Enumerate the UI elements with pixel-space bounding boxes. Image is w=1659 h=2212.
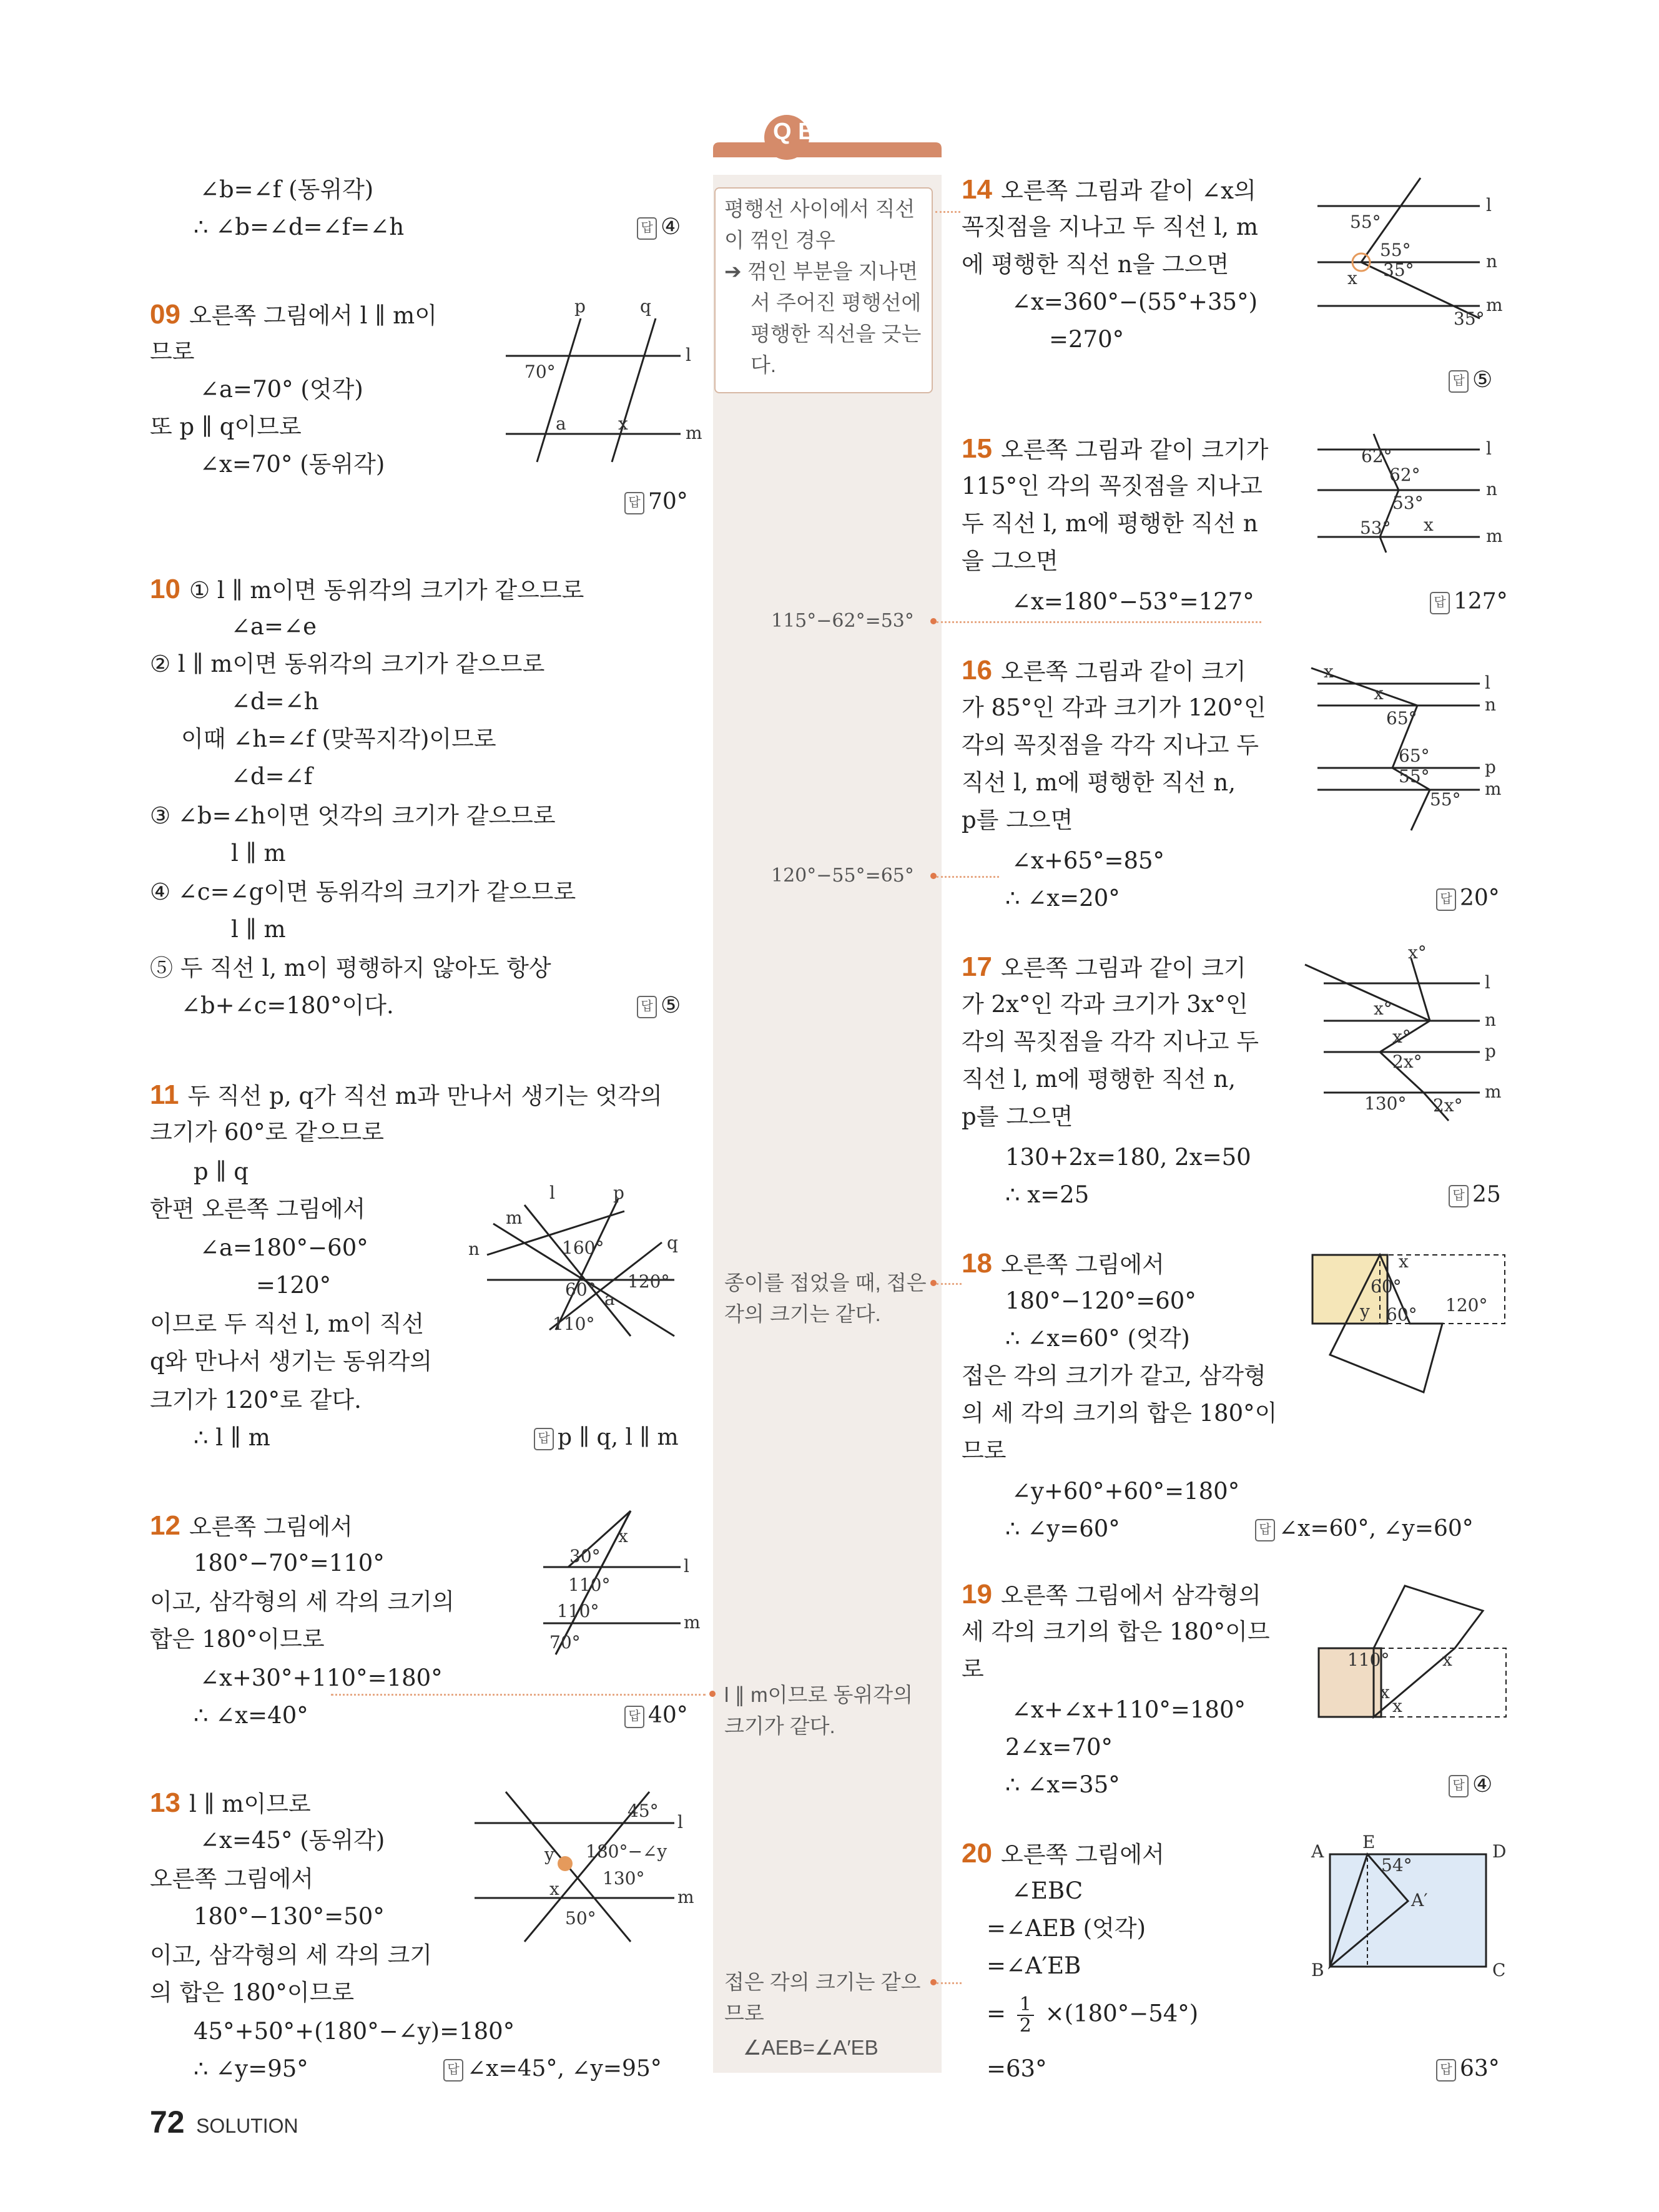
figure-20 [1305, 1832, 1517, 1988]
qbox-title: Q BOX [773, 119, 850, 145]
text-line: 의 세 각의 크기의 합은 180°이 [962, 1400, 1277, 1427]
text-line: ∠x=70° (동위각) [200, 451, 385, 478]
text-line: =120° [256, 1272, 332, 1299]
label-angle: 53° [1392, 493, 1424, 513]
label-angle: 65° [1399, 745, 1430, 766]
label-p: p [613, 1182, 624, 1203]
text-line: ∠EBC [1012, 1877, 1083, 1904]
label-angle: 180°−∠y [586, 1841, 667, 1862]
label-angle: 110° [557, 1601, 599, 1621]
text-line: p를 그으면 [962, 807, 1073, 833]
label-p: p [574, 296, 586, 317]
qbox-note-line: 평행선 사이에서 직선 [724, 197, 915, 220]
problem-number: 13 [150, 1787, 180, 1818]
label-q: q [667, 1232, 678, 1253]
problem-12 [150, 1511, 353, 1542]
label-angle: 160° [562, 1237, 604, 1258]
text-line: 각의 꼭짓점을 각각 지나고 두 [962, 732, 1259, 759]
answer-value: ⑤ [1472, 367, 1493, 393]
label-x: x [1399, 1251, 1409, 1272]
text-line: 크기가 120°로 같다. [150, 1387, 362, 1413]
label-angle: 55° [1399, 766, 1430, 787]
problem-number: 17 [962, 951, 992, 982]
problem-15 [962, 434, 1268, 465]
label-q: q [640, 296, 651, 317]
qbox-note-20: ∠AEB=∠A′EB [743, 2036, 879, 2059]
text-line: ① l ∥ m이면 동위각의 크기가 같으므로 [189, 577, 584, 604]
text-line: ∠x+65°=85° [1012, 847, 1165, 874]
text-line: ∠d=∠f [231, 763, 313, 790]
text-line: 오른쪽 그림에서 삼각형의 [1000, 1582, 1261, 1609]
problem-number: 14 [962, 174, 992, 205]
text-line: =270° [1049, 326, 1125, 353]
text-line: 꼭짓점을 지나고 두 직선 l, m [962, 214, 1258, 240]
qbox-note-15: 115°−62°=53° [771, 610, 914, 632]
text-line: 오른쪽 그림에서 [150, 1865, 313, 1892]
connector-dot [930, 1280, 937, 1286]
text-line: 한편 오른쪽 그림에서 [150, 1196, 366, 1222]
label-angle: 30° [569, 1546, 601, 1566]
label-D: D [1492, 1841, 1507, 1862]
problem-10 [150, 574, 584, 606]
text-line: 가 2x°인 각과 크기가 3x°인 [962, 991, 1248, 1018]
text-line: 45°+50°+(180°−∠y)=180° [194, 2018, 515, 2045]
label-l: l [1486, 438, 1492, 459]
problem-20 [962, 1839, 1164, 1870]
qbox-note-12: 크기가 같다. [724, 1714, 835, 1738]
text-line: 이때 ∠h=∠f (맞꼭지각)이므로 [181, 725, 496, 752]
text-line: 180°−120°=60° [1005, 1287, 1196, 1314]
text-line: 오른쪽 그림에서 l ∥ m이 [189, 302, 437, 329]
label-angle: 2x° [1433, 1095, 1463, 1116]
label-angle: 62° [1361, 446, 1392, 466]
qbox-note-line: 이 꺾인 경우 [724, 229, 835, 252]
text-line: ∠b+∠c=180°이다. [181, 992, 394, 1019]
text-line: 직선 l, m에 평행한 직선 n, [962, 1066, 1236, 1093]
text-line: ∠x=45° (동위각) [200, 1827, 385, 1854]
answer-value: p ∥ q, l ∥ m [558, 1425, 679, 1450]
text-line: 각의 꼭짓점을 각각 지나고 두 [962, 1028, 1259, 1055]
figure-19 [1311, 1573, 1517, 1729]
figure-17 [1299, 942, 1517, 1133]
text-line: =∠A′EB [987, 1952, 1081, 1979]
label-angle: 65° [1386, 708, 1417, 729]
figure-11 [468, 1182, 693, 1342]
text-line: ∠a=70° (엇각) [200, 376, 363, 403]
text-line: ③ ∠b=∠h이면 엇각의 크기가 같으므로 [150, 802, 556, 829]
label-angle: 53° [1360, 518, 1391, 538]
connector-dot [930, 618, 937, 624]
connector-dot [930, 873, 937, 879]
qbox-note-line: 서 주어진 평행선에 [751, 291, 922, 314]
qbox-note-box [714, 187, 933, 393]
label-m: m [506, 1207, 523, 1228]
answer-value: ④ [1472, 1772, 1493, 1797]
qbox-note-line: 다. [751, 353, 777, 376]
label-n: n [468, 1239, 480, 1259]
label-angle: 2x° [1392, 1051, 1422, 1072]
label-angle: 35° [1454, 308, 1485, 329]
label-angle: 120° [1445, 1295, 1488, 1315]
connector-dot [709, 1691, 716, 1697]
problem-09 [150, 300, 437, 331]
answer-badge: 답 ∠x=45°, ∠y=95° [443, 2054, 662, 2084]
text-line: 두 직선 p, q가 직선 m과 만나서 생기는 엇각의 [187, 1083, 662, 1109]
label-angle: 110° [553, 1314, 595, 1334]
label-angle: 60° [1386, 1304, 1417, 1325]
label-a: a [604, 1289, 615, 1309]
label-angle: 130° [603, 1868, 645, 1889]
qbox-note-20: 접은 각의 크기는 같으 [724, 1970, 921, 1993]
label-l: l [677, 1812, 683, 1832]
label-x: x [1392, 1696, 1402, 1716]
label-x: x [618, 413, 628, 434]
label-n: n [1486, 251, 1498, 272]
text-line: ④ ∠c=∠g이면 동위각의 크기가 같으므로 [150, 878, 576, 905]
label-E: E [1362, 1832, 1376, 1852]
label-angle: 55° [1350, 212, 1381, 232]
connector-line [937, 1283, 962, 1285]
text-line: 오른쪽 그림과 같이 ∠x의 [1000, 177, 1256, 204]
answer-badge: 답 ⑤ [1449, 365, 1492, 395]
problem-number: 19 [962, 1579, 992, 1610]
label-n: n [1486, 479, 1498, 499]
text-line: l ∥ m [231, 840, 286, 867]
connector-line [935, 211, 960, 213]
text-line: ∴ ∠x=20° [1005, 885, 1120, 912]
problem-13 [150, 1788, 311, 1819]
answer-value: 20° [1460, 885, 1500, 911]
text-line: p를 그으면 [962, 1103, 1073, 1130]
qbox-note-16: 120°−55°=65° [771, 865, 914, 887]
connector-line [937, 1982, 962, 1984]
figure-09 [500, 293, 702, 474]
answer-badge: 답 63° [1436, 2054, 1500, 2084]
label-p: p [1485, 1041, 1496, 1061]
label-angle: x° [1392, 1026, 1411, 1047]
answer-badge: 답 ④ [637, 212, 681, 242]
problem-18 [962, 1249, 1164, 1280]
label-x: x [1374, 683, 1384, 704]
text-line: 세 각의 크기의 합은 180°이므 [962, 1618, 1270, 1645]
label-p: p [1485, 757, 1496, 777]
problem-17 [962, 952, 1246, 983]
text-line: ∠x+30°+110°=180° [200, 1664, 443, 1691]
label-x: x [549, 1879, 559, 1899]
label-A-prime: A′ [1411, 1890, 1428, 1910]
footer-label: SOLUTION [196, 2115, 298, 2137]
problem-number: 15 [962, 433, 992, 464]
text-line: ∠x=360°−(55°+35°) [1012, 288, 1258, 315]
label-angle: 70° [549, 1632, 581, 1653]
text-line: ∠d=∠h [231, 688, 319, 715]
text-line: l ∥ m [231, 916, 286, 943]
answer-value: 70° [648, 489, 688, 514]
connector-dot [930, 1979, 937, 1985]
text-line: ∠a=180°−60° [200, 1234, 368, 1261]
page-footer [150, 2104, 298, 2140]
label-m: m [677, 1887, 694, 1907]
problem-number: 20 [962, 1838, 992, 1869]
text-line: 크기가 60°로 같으므로 [150, 1119, 385, 1146]
label-C: C [1492, 1960, 1506, 1980]
label-l: l [1486, 195, 1492, 215]
label-x: x [1442, 1649, 1452, 1670]
problem-number: 12 [150, 1510, 180, 1541]
qbox-column [713, 175, 942, 2073]
label-angle: x° [1374, 998, 1392, 1019]
label-angle: 130° [1364, 1093, 1407, 1114]
answer-badge: 답 20° [1436, 883, 1500, 913]
label-m: m [1486, 526, 1503, 546]
text-line: 므로 [962, 1437, 1007, 1464]
page-number: 72 [150, 2105, 185, 2140]
label-n: n [1485, 694, 1497, 715]
answer-value: ∠x=60°, ∠y=60° [1279, 1516, 1474, 1541]
text-line: ∠y+60°+60°=180° [1012, 1478, 1240, 1505]
text-line: 로 [962, 1656, 984, 1683]
text-line: ∴ x=25 [1005, 1181, 1090, 1208]
label-angle: 55° [1430, 789, 1461, 810]
text-line: 접은 각의 크기가 같고, 삼각형 [962, 1362, 1266, 1389]
text-line: 오른쪽 그림과 같이 크기 [1000, 955, 1246, 981]
text-line: ② l ∥ m이면 동위각의 크기가 같으므로 [150, 651, 545, 677]
text-line: 이고, 삼각형의 세 각의 크기의 [150, 1588, 455, 1615]
problem-19 [962, 1580, 1261, 1611]
text-line: 가 85°인 각과 크기가 120°인 [962, 694, 1266, 721]
label-angle: 60° [565, 1279, 596, 1300]
label-angle: 55° [1380, 240, 1411, 260]
text-line: ∴ ∠y=95° [194, 2055, 308, 2082]
answer-badge: 답 p ∥ q, l ∥ m [534, 1423, 679, 1453]
qbox-note-18: 각의 크기는 같다. [724, 1302, 881, 1325]
label-m: m [1486, 295, 1503, 315]
problem-number: 11 [150, 1079, 179, 1110]
answer-badge: 답 ∠x=60°, ∠y=60° [1255, 1514, 1474, 1544]
text-line: 2∠x=70° [1005, 1734, 1113, 1761]
fraction-line [987, 1995, 1198, 2036]
label-l: l [684, 1556, 689, 1576]
label-y: y [1360, 1301, 1370, 1322]
text-line: 이므로 두 직선 l, m이 직선 [150, 1310, 425, 1337]
text-line: =63° [987, 2055, 1047, 2082]
text-line: 두 직선 l, m에 평행한 직선 n [962, 510, 1258, 537]
figure-12 [531, 1498, 706, 1661]
text-line: 의 합은 180°이므로 [150, 1979, 355, 2006]
text-line: p ∥ q [194, 1158, 249, 1185]
answer-value: ④ [661, 214, 681, 240]
text-line: 오른쪽 그림에서 [189, 1513, 353, 1540]
text-line: ∴ l ∥ m [194, 1424, 270, 1451]
label-B: B [1311, 1960, 1324, 1980]
label-m: m [684, 1612, 701, 1633]
answer-badge: 답 127° [1430, 587, 1508, 617]
label-angle: 70° [524, 361, 556, 382]
text-line: 므로 [150, 338, 195, 365]
label-l: l [1485, 972, 1490, 993]
text-line: 을 그으면 [962, 548, 1058, 574]
figure-15 [1311, 431, 1517, 556]
answer-value: 63° [1460, 2056, 1500, 2082]
text-line: 180°−70°=110° [194, 1550, 385, 1576]
text-line: ∴ ∠y=60° [1005, 1515, 1120, 1542]
text-line: 또 p ∥ q이므로 [150, 413, 302, 440]
qbox-note-line: ➔ 꺾인 부분을 지나면 [724, 260, 918, 283]
qbox-note-20: 므로 [724, 2002, 764, 2025]
label-angle: 62° [1389, 465, 1420, 485]
problem-number: 16 [962, 655, 992, 686]
label-n: n [1485, 1010, 1497, 1030]
problem-number: 18 [962, 1248, 992, 1279]
answer-value: 40° [648, 1703, 688, 1728]
text-line: ∠b=∠f (동위각) [200, 176, 374, 203]
problem-16 [962, 656, 1246, 687]
problem-14 [962, 175, 1256, 206]
text-line: = [987, 2000, 1007, 2027]
text-line: ∠x+∠x+110°=180° [1012, 1696, 1246, 1723]
text-line: 에 평행한 직선 n을 그으면 [962, 251, 1229, 278]
answer-badge: 답 ⑤ [637, 991, 681, 1021]
qbox-note-12: l ∥ m이므로 동위각의 [724, 1683, 913, 1706]
connector-line [331, 1694, 706, 1696]
connector-line [937, 621, 1261, 623]
label-angle: 35° [1383, 260, 1414, 280]
problem-11 [150, 1080, 662, 1111]
text-line: 115°인 각의 꼭짓점을 지나고 [962, 473, 1263, 499]
problem-number: 10 [150, 574, 180, 604]
text-line: 합은 180°이므로 [150, 1626, 325, 1653]
text-line: 오른쪽 그림에서 [1000, 1841, 1164, 1868]
label-m: m [1485, 779, 1502, 799]
answer-badge: 답 70° [624, 487, 688, 517]
label-y: y [544, 1844, 554, 1865]
text-line: ∴ ∠x=40° [194, 1702, 308, 1729]
qbox-note-18: 종이를 접었을 때, 접은 [724, 1271, 927, 1294]
label-angle: 50° [565, 1908, 596, 1929]
text-line: ⑤ 두 직선 l, m이 평행하지 않아도 항상 [150, 955, 551, 981]
label-angle: 54° [1381, 1855, 1412, 1875]
answer-value: ⑤ [661, 993, 681, 1018]
answer-value: 127° [1454, 589, 1508, 614]
label-x: x [1324, 661, 1334, 682]
text-line: 오른쪽 그림에서 [1000, 1251, 1164, 1278]
text-line: ∴ ∠b=∠d=∠f=∠h [194, 214, 405, 240]
label-angle: 110° [568, 1575, 611, 1595]
answer-badge: 답 40° [624, 1701, 688, 1731]
connector-line [937, 876, 999, 878]
text-line: ∠x=180°−53°=127° [1012, 588, 1254, 615]
text-line: ∴ ∠x=35° [1005, 1771, 1120, 1798]
label-x: x [1380, 1682, 1390, 1703]
fraction-numerator: 1 [1017, 1995, 1034, 2016]
text-line: =∠AEB (엇각) [987, 1915, 1146, 1942]
answer-badge: 답 ④ [1449, 1770, 1492, 1800]
text-line: q와 만나서 생기는 동위각의 [150, 1348, 433, 1375]
label-angle: 110° [1347, 1649, 1390, 1670]
text-line: 직선 l, m에 평행한 직선 n, [962, 769, 1236, 796]
text-line: 오른쪽 그림과 같이 크기 [1000, 658, 1246, 685]
label-angle: 60° [1371, 1276, 1402, 1297]
figure-14 [1311, 169, 1517, 337]
problem-number: 09 [150, 299, 180, 330]
label-l: l [549, 1182, 555, 1203]
label-angle: 45° [628, 1801, 659, 1821]
label-a: a [556, 413, 566, 434]
qbox-note-line: 평행한 직선을 긋는 [751, 322, 922, 345]
text-line: 180°−130°=50° [194, 1903, 385, 1930]
text-line: ∴ ∠x=60° (엇각) [1005, 1325, 1190, 1352]
figure-18 [1305, 1242, 1517, 1398]
fraction [1017, 1995, 1034, 2036]
text-line: ∠a=∠e [231, 613, 317, 640]
text-line: 오른쪽 그림과 같이 크기가 [1000, 436, 1269, 463]
label-l: l [1485, 672, 1490, 693]
label-angle: 120° [628, 1271, 670, 1292]
answer-badge: 답 25 [1449, 1180, 1501, 1210]
label-m: m [1485, 1081, 1502, 1102]
label-x: x [618, 1526, 628, 1546]
fraction-denominator: 2 [1019, 2015, 1031, 2037]
text-line: ×(180°−54°) [1045, 2000, 1199, 2027]
text-line: l ∥ m이므로 [189, 1791, 311, 1817]
text-line: 이고, 삼각형의 세 각의 크기 [150, 1942, 432, 1969]
label-x: x [1347, 268, 1357, 288]
label-m: m [686, 423, 702, 443]
figure-16 [1305, 649, 1517, 837]
text-line: 130+2x=180, 2x=50 [1005, 1144, 1251, 1171]
label-angle: x° [1408, 942, 1427, 963]
label-l: l [686, 345, 691, 365]
answer-value: ∠x=45°, ∠y=95° [467, 2056, 662, 2082]
label-x: x [1424, 514, 1434, 535]
label-A: A [1311, 1841, 1324, 1862]
answer-value: 25 [1472, 1182, 1501, 1207]
figure-13 [475, 1779, 706, 1954]
